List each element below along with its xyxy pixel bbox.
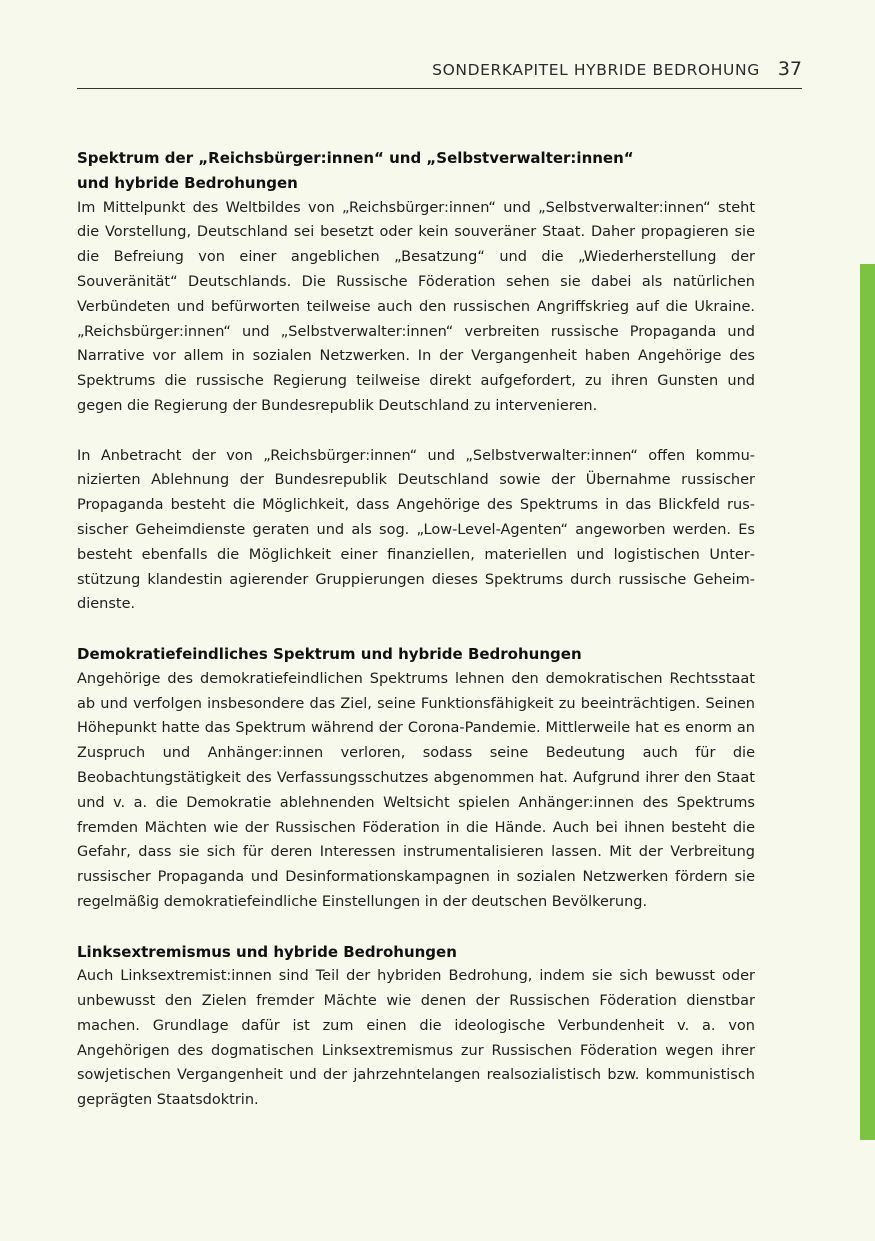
section-heading-linksextremismus: Linksextremismus und hybride Bedrohungen xyxy=(77,942,457,961)
header-rule xyxy=(77,88,802,89)
section-heading-demokratiefeindlich: Demokratiefeindliches Spektrum und hybride Bedrohungen xyxy=(77,644,582,663)
body-text xyxy=(77,146,755,1113)
heading-line-1: Spektrum der „Reichsbürger:innen“ und „Selbstverwalter:innen“ xyxy=(77,149,634,167)
page-number: 37 xyxy=(777,58,802,80)
paragraph: In Anbetracht der von „Reichsbürger:innen“ und „Selbstverwalter:innen“ offen kommunizierten Ablehnung der Bundesrepublik Deutschland sowie der Übernahme russischer Propaganda besteht die Möglichkeit, dass Angehörige des Spektrums in das Blickfeld russischer Geheimdienste geraten und als sog. „Low-Level-Agenten“ angeworben werden. Es besteht ebenfalls die Möglichkeit einer finanziellen, materiellen und logistischen Unterstützung klandestin agierender Gruppierungen dieses Spektrums durch russische Geheimdienste. xyxy=(77,447,755,613)
chapter-title: SONDERKAPITEL HYBRIDE BEDROHUNG xyxy=(432,61,760,79)
chapter-marker-bar xyxy=(860,264,875,1140)
paragraph: Angehörige des demokratiefeindlichen Spektrums lehnen den demokratischen Rechtsstaat ab und verfolgen insbesondere das Ziel, seine Funktionsfähigkeit zu beeinträchtigen. Seinen Höhepunkt hatte das Spektrum während der Corona-Pandemie. Mittlerweile hat es enorm an Zuspruch und Anhänger:innen verloren, sodass seine Bedeutung auch für die Beobachtungstätigkeit des Verfassungsschutzes abgenommen hat. Aufgrund ihrer den Staat und v. a. die Demokratie ablehnenden Weltsicht spielen Anhänger:innen des Spektrums fremden Mächten wie der Russischen Föderation in die Hände. Auch bei ihnen besteht die Gefahr, dass sie sich für deren Interessen instrumentalisieren lassen. Mit der Verbreitung russischer Propaganda und Desinformationskampagnen in sozialen Netzwerken fördern sie regelmäßig demokratiefeindliche Einstellungen in der deutschen Bevölkerung. xyxy=(77,670,755,910)
paragraph: Auch Linksextremist:innen sind Teil der hybriden Bedrohung, indem sie sich bewusst oder unbewusst den Zielen fremder Mächte wie denen der Russischen Föderation dienstbar machen. Grundlage dafür ist zum einen die ideologische Verbundenheit v. a. von Angehörigen des dogmatischen Linksextremismus zur Russischen Föderation wegen ihrer sowjetischen Vergangenheit und der jahrzehntelangen realsozialistisch bzw. kommunistisch geprägten Staatsdoktrin. xyxy=(77,968,755,1109)
heading-line-2: und hybride Bedrohungen xyxy=(77,173,298,192)
paragraph: Im Mittelpunkt des Weltbildes von „Reichsbürger:innen“ und „Selbstverwalter:innen“ steht die Vorstellung, Deutschland sei besetzt oder kein souveräner Staat. Daher propagieren sie die Befreiung von einer angeblichen „Besatzung“ und die „Wiederherstellung der Souveränität“ Deutschlands. Die Russische Föderation sehen sie dabei als natürlichen Verbündeten und befürworten teilweise auch den russischen Angriffskrieg auf die Ukraine. „Reichsbürger:innen“ und „Selbstverwalter:innen“ verbreiten russische Propaganda und Narrative vor allem in sozialen Netzwerken. In der Vergangenheit haben Angehörige des Spektrums die russische Regierung teilweise direkt aufgefordert, zu ihren Gunsten und gegen die Regierung der Bundesrepublik Deutschland zu intervenieren. xyxy=(77,199,755,414)
section-heading-reichsbuerger xyxy=(77,146,755,196)
running-header xyxy=(77,58,802,80)
